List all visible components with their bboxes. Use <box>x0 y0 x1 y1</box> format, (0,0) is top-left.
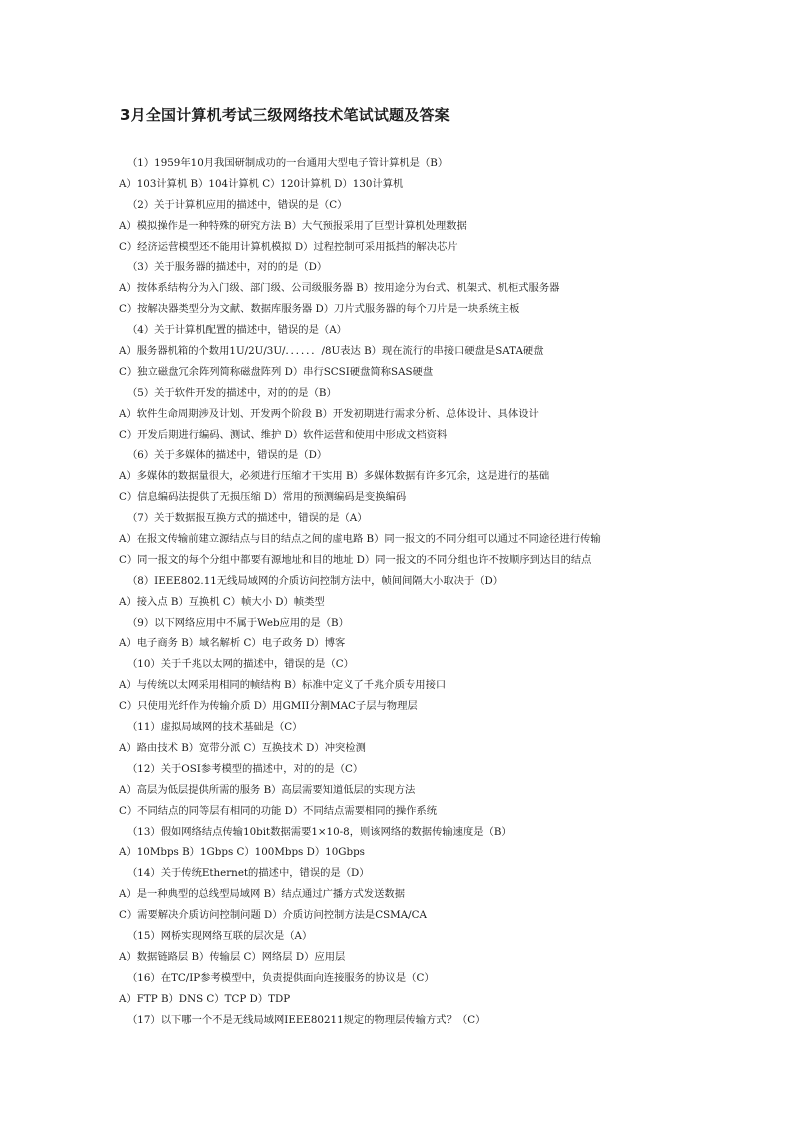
question-text: （7）关于数据报互换方式的描述中，错误的是（A） <box>127 512 368 525</box>
document-title: 3月全国计算机考试三级网络技术笔试试题及答案 <box>120 106 450 124</box>
answer-options: A）FTP B）DNS C）TCP D）TDP <box>119 992 291 1005</box>
question-text: （4）关于计算机配置的描述中，错误的是（A） <box>127 324 347 337</box>
answer-options: C）同一报文的每个分组中都要有源地址和目的地址 D）同一报文的不同分组也许不按顺序到达目的结点 <box>119 553 592 566</box>
answer-options: A）多媒体的数据量很大，必须进行压缩才干实用 B）多媒体数据有许多冗余，这是进行的基础 <box>119 470 550 483</box>
answer-options: A）模拟操作是一种特殊的研究方法 B）大气预报采用了巨型计算机处理数据 <box>119 219 467 232</box>
answer-options: C）独立磁盘冗余阵列简称磁盘阵列 D）串行SCSI硬盘简称SAS硬盘 <box>119 365 434 378</box>
answer-options: A）103计算机 B）104计算机 C）120计算机 D）130计算机 <box>119 177 404 190</box>
answer-options: A）按体系结构分为入门级、部门级、公司级服务器 B）按用途分为台式、机架式、机柜式服务器 <box>119 282 560 295</box>
answer-options: C）开发后期进行编码、测试、维护 D）软件运营和使用中形成文档资料 <box>119 428 448 441</box>
question-text: （11）虚拟局域网的技术基础是（C） <box>127 721 303 734</box>
answer-options: C）按解决器类型分为文献、数据库服务器 D）刀片式服务器的每个刀片是一块系统主板 <box>119 303 520 316</box>
question-list <box>119 153 679 1030</box>
question-text: （9）以下网络应用中不属于Web应用的是（B） <box>127 616 349 629</box>
answer-options: A）高层为低层提供所需的服务 B）高层需要知道低层的实现方法 <box>119 783 416 796</box>
question-text: （14）关于传统Ethernet的描述中，错误的是（D） <box>127 867 370 880</box>
answer-options: A）电子商务 B）域名解析 C）电子政务 D）博客 <box>119 637 346 650</box>
answer-options: C）信息编码法提供了无损压缩 D）常用的预测编码是变换编码 <box>119 491 407 504</box>
question-text: （6）关于多媒体的描述中，错误的是（D） <box>127 449 328 462</box>
answer-options: A）在报文传输前建立源结点与目的结点之间的虚电路 B）同一报文的不同分组可以通过不同途径进行传输 <box>119 533 601 546</box>
answer-options: A）数据链路层 B）传输层 C）网络层 D）应用层 <box>119 950 346 963</box>
question-text: （12）关于OSI参考模型的描述中，对的的是（C） <box>127 762 364 775</box>
question-text: （5）关于软件开发的描述中，对的的是（B） <box>127 386 337 399</box>
question-text: （8）IEEE802.11无线局域网的介质访问控制方法中，帧间间隔大小取决于（D） <box>127 574 504 587</box>
question-text: （10）关于千兆以太网的描述中，错误的是（C） <box>127 658 354 671</box>
answer-options: A）路由技术 B）宽带分派 C）互换技术 D）冲突检测 <box>119 741 366 754</box>
answer-options: A）10Mbps B）1Gbps C）100Mbps D）10Gbps <box>119 846 365 859</box>
answer-options: A）软件生命周期涉及计划、开发两个阶段 B）开发初期进行需求分析、总体设计、具体设计 <box>119 407 539 420</box>
answer-options: C）只使用光纤作为传输介质 D）用GMII分割MAC子层与物理层 <box>119 700 418 713</box>
question-text: （1）1959年10月我国研制成功的一台通用大型电子管计算机是（B） <box>127 157 449 169</box>
question-text: （2）关于计算机应用的描述中，错误的是（C） <box>127 198 348 211</box>
question-text: （17）以下哪一个不是无线局域网IEEE80211规定的物理层传输方式？（C） <box>127 1013 486 1026</box>
question-text: （16）在TC/IP参考模型中，负责提供面向连接服务的协议是（C） <box>127 971 435 984</box>
answer-options: A）服务器机箱的个数用1U/2U/3U/．．．．．．/8U表达 B）现在流行的串接口硬盘是SATA硬盘 <box>119 345 544 358</box>
answer-options: C）需要解决介质访问控制问题 D）介质访问控制方法是CSMA/CA <box>119 909 427 922</box>
answer-options: A）接入点 B）互换机 C）帧大小 D）帧类型 <box>119 595 325 608</box>
question-text: （3）关于服务器的描述中，对的的是（D） <box>127 261 328 274</box>
answer-options: A）是一种典型的总线型局域网 B）结点通过广播方式发送数据 <box>119 888 405 901</box>
question-text: （13）假如网络结点传输10bit数据需要1×10-8，则该网络的数据传输速度是（B） <box>127 825 512 838</box>
answer-options: A）与传统以太网采用相同的帧结构 B）标准中定义了千兆介质专用接口 <box>119 679 447 692</box>
answer-options: C）经济运营模型还不能用计算机模拟 D）过程控制可采用抵挡的解决芯片 <box>119 240 458 253</box>
question-text: （15）网桥实现网络互联的层次是（A） <box>127 929 313 942</box>
answer-options: C）不同结点的同等层有相同的功能 D）不同结点需要相同的操作系统 <box>119 804 438 817</box>
